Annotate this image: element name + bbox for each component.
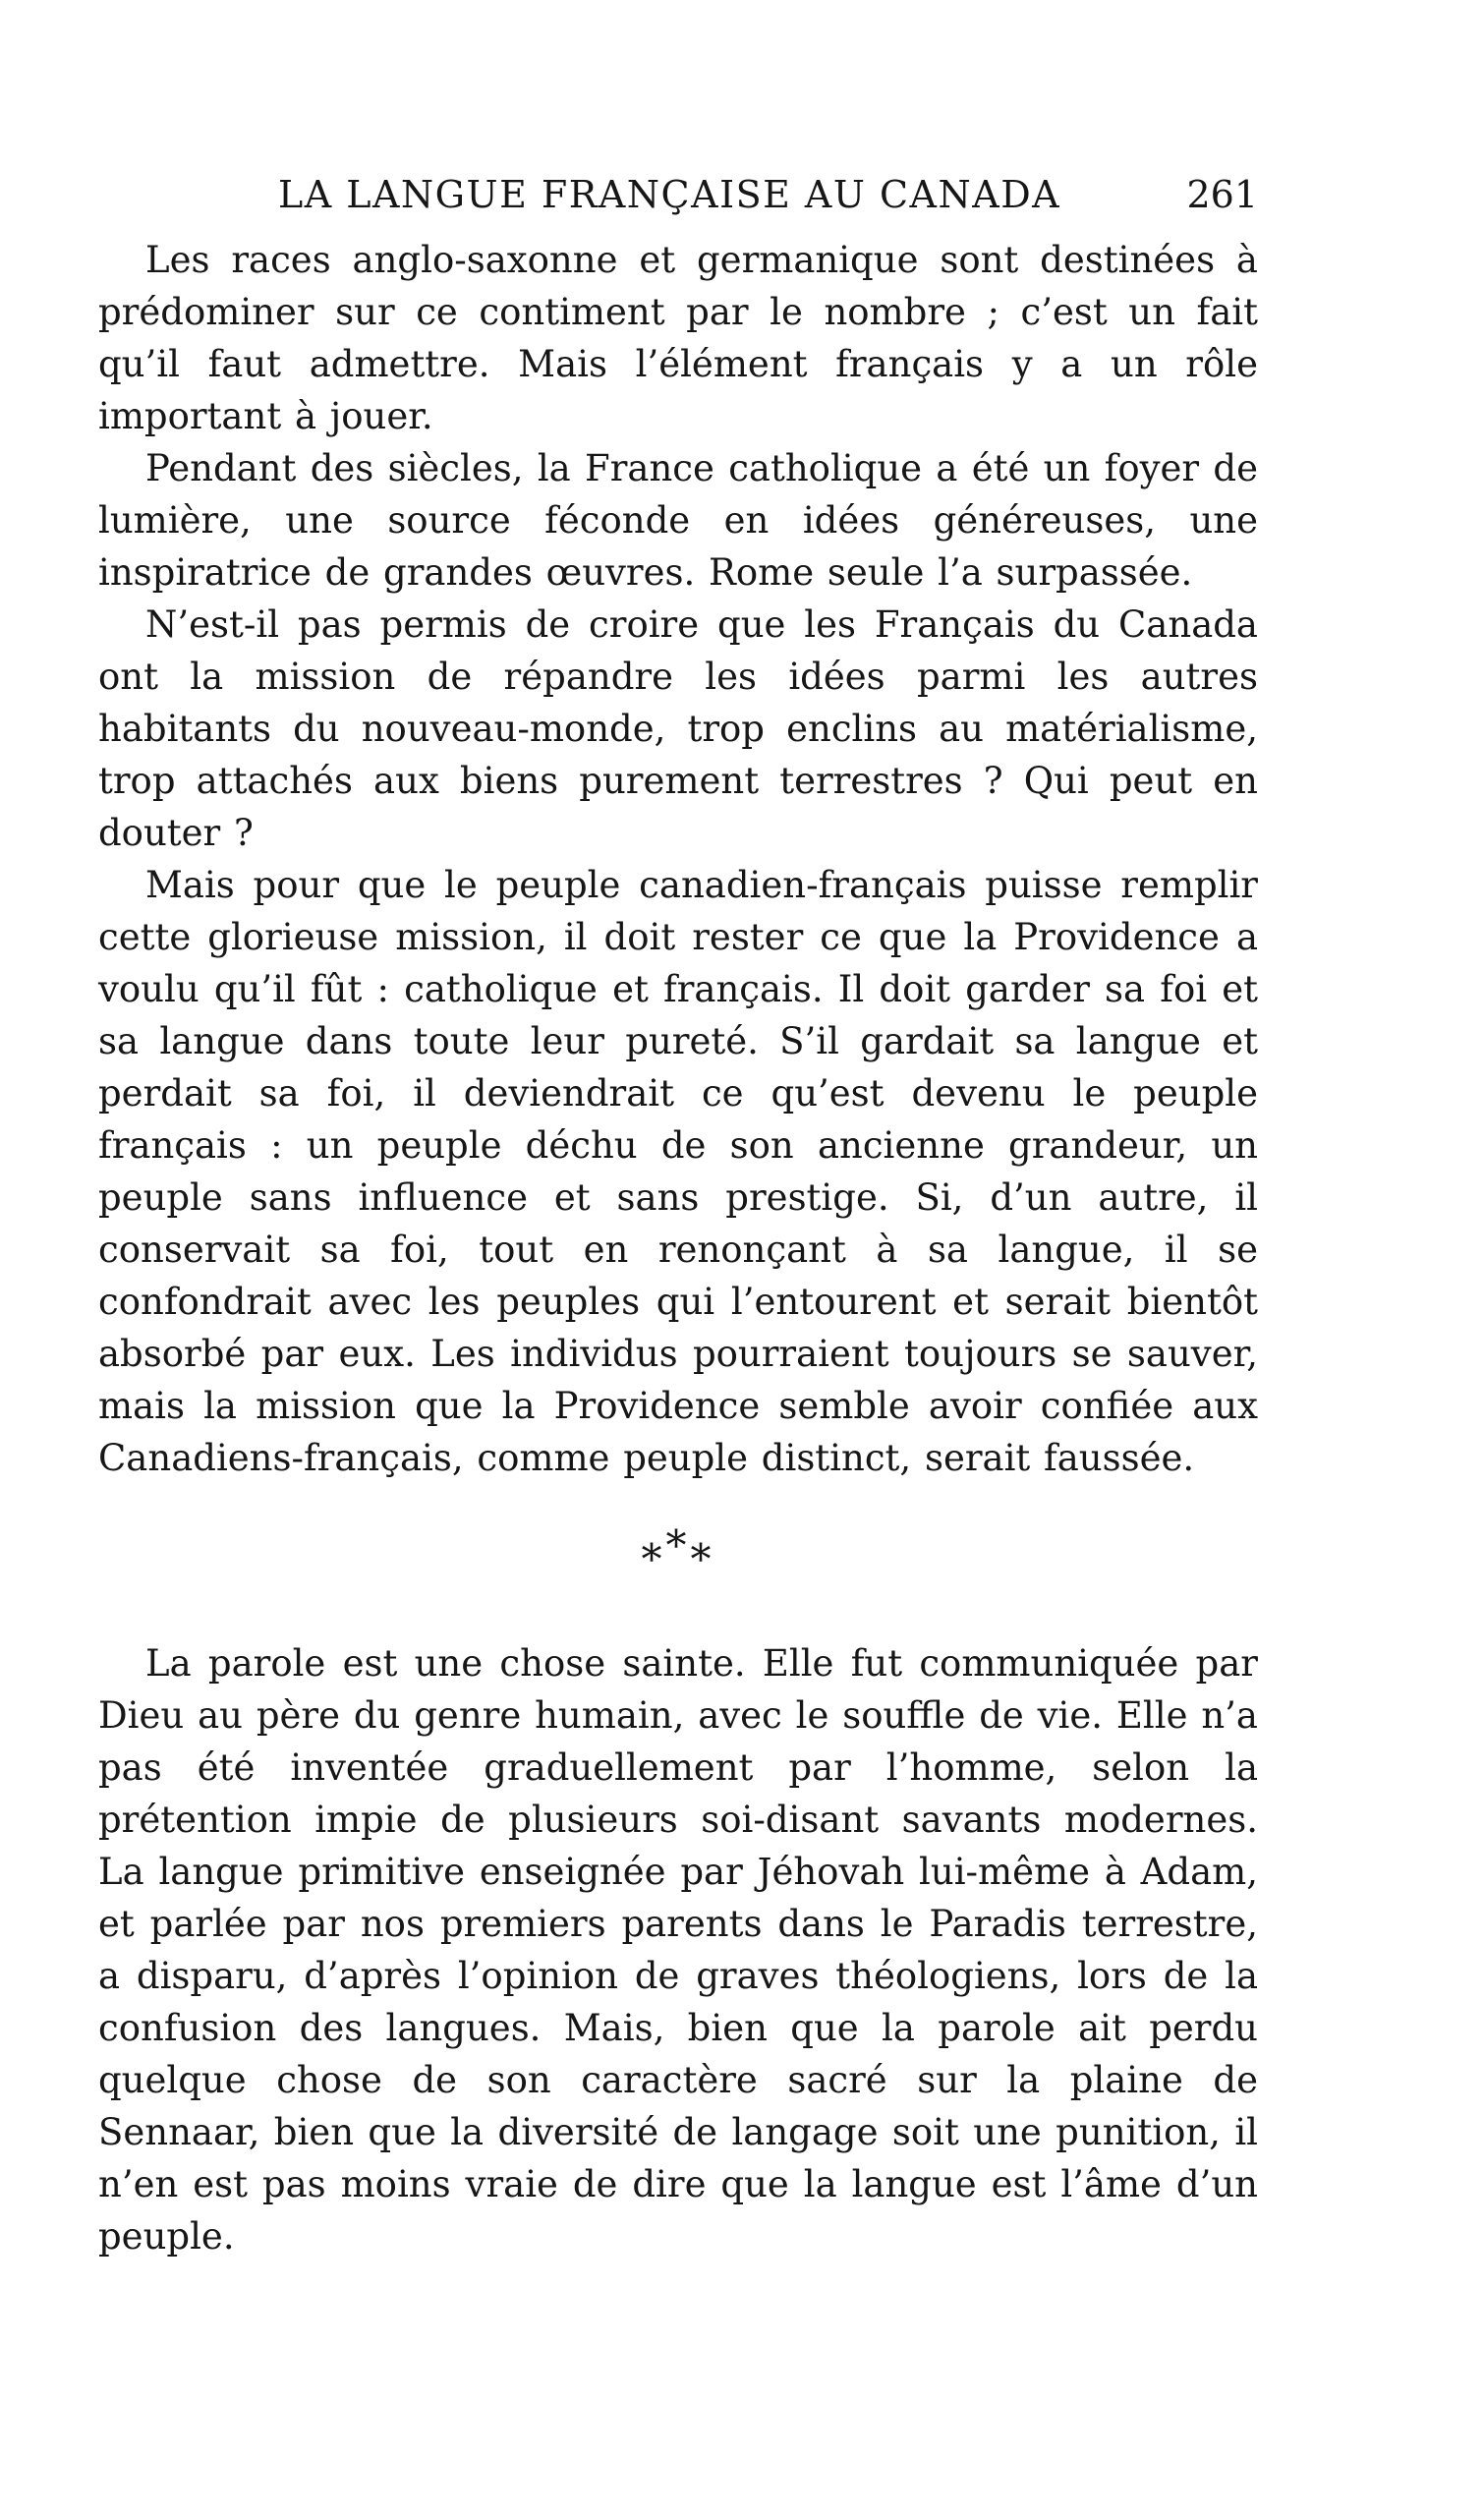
paragraph-4: Mais pour que le peuple canadien-français puisse remplir cette glorieuse mission, il doit rester ce que la Providence a voulu qu’il fût : catholique et français. Il doit garder sa foi et sa langue dans toute leur pureté. S’il gardait sa langue et perdait sa foi, il deviendrait ce qu’est devenu le peuple français : un peuple déchu de son ancienne grandeur, un peuple sans influence et sans prestige. Si, d’un autre, il conservait sa foi, tout en renonçant à sa langue, il se confondrait avec les peuples qui l’entourent et serait bientôt absorbé par eux. Les individus pourraient toujours se sauver, mais la mission que la Providence semble avoir confiée aux Canadiens-français, comme peuple distinct, serait faussée. (98, 864, 1258, 1479)
separator-star-middle: * (665, 1521, 691, 1570)
paragraph-5: La parole est une chose sainte. Elle fut communiquée par Dieu au père du genre humain, avec le souffle de vie. Elle n’a pas été inventée graduellement par l’homme, selon la prétention impie de plusieurs soi-disant savants modernes. La langue primitive enseignée par Jéhovah lui-même à Adam, et parlée par nos premiers parents dans le Paradis terrestre, a disparu, d’après l’opinion de graves théologiens, lors de la confusion des langues. Mais, bien que la parole ait perdu quelque chose de son caractère sacré sur la plaine de Sennaar, bien que la diversité de langage soit une punition, il n’en est pas moins vraie de dire que la langue est l’âme d’un peuple. (98, 1642, 1258, 2258)
separator-star-right: * (690, 1535, 715, 1583)
body-text (98, 234, 1258, 2262)
separator-star-left: * (641, 1535, 666, 1583)
section-separator (98, 1521, 1258, 1584)
paragraph-3: N’est-il pas permis de croire que les Français du Canada ont la mission de répandre les idées parmi les autres habitants du nouveau-monde, trop enclins au matérialisme, trop attachés aux biens purement terrestres ? Qui peut en douter ? (98, 603, 1258, 854)
page-number: 261 (1186, 173, 1258, 216)
running-title: LA LANGUE FRANÇAISE AU CANADA (278, 173, 1061, 216)
paragraph-2: Pendant des siècles, la France catholique a été un foyer de lumière, une source féconde en idées généreuses, une inspiratrice de grandes œuvres. Rome seule l’a surpassée. (98, 447, 1258, 594)
paragraph-1: Les races anglo-saxonne et germanique sont destinées à prédominer sur ce contiment par le nombre ; c’est un fait qu’il faut admettre. Mais l’élément français y a un rôle important à jouer. (98, 239, 1258, 437)
running-header (98, 167, 1258, 222)
